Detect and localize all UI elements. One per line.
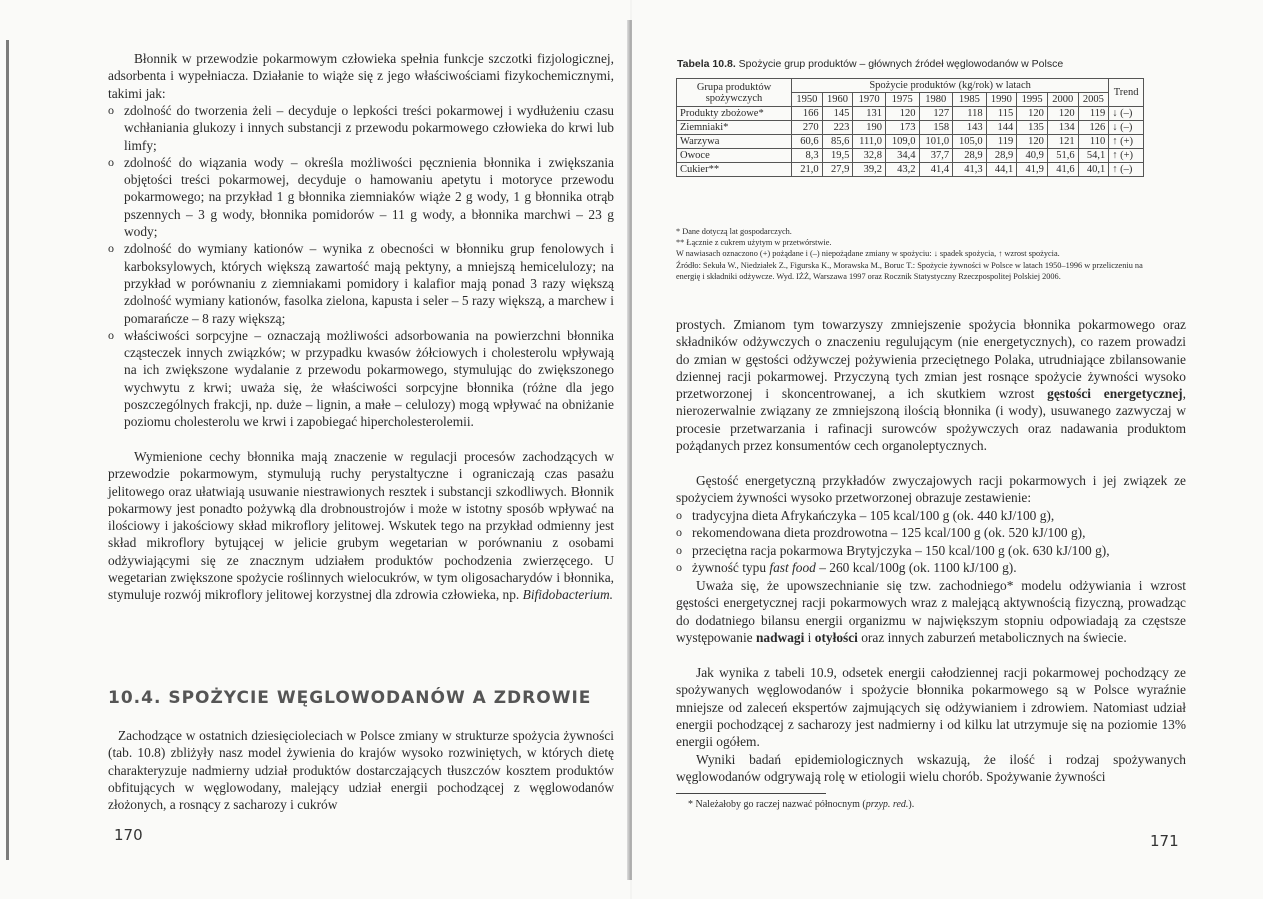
- paragraph-western-model: [676, 577, 1186, 646]
- paragraph-text: i: [804, 629, 815, 645]
- table-cell: 121: [1047, 135, 1078, 149]
- table-header-year: 2005: [1078, 93, 1109, 107]
- footnote: [688, 799, 914, 810]
- table-cell: 40,1: [1078, 163, 1109, 177]
- table-cell: 158: [919, 121, 953, 135]
- table-cell: 126: [1078, 121, 1109, 135]
- table-header-year: 1970: [853, 93, 886, 107]
- table-row: [677, 149, 1144, 163]
- table-cell-product: Cukier**: [677, 163, 792, 177]
- table-cell: 28,9: [953, 149, 987, 163]
- table-cell: 223: [822, 121, 853, 135]
- list-item-text: – 260 kcal/100g (ok. 1100 kJ/100 g).: [815, 559, 1017, 575]
- table-cell-trend: ↑ (+): [1109, 135, 1144, 149]
- table-cell: 28,9: [986, 149, 1017, 163]
- table-cell: 37,7: [919, 149, 953, 163]
- table-cell: 110: [1078, 135, 1109, 149]
- table-cell: 34,4: [886, 149, 920, 163]
- table-cell-trend: ↑ (–): [1109, 163, 1144, 177]
- bold-term: otyłości: [814, 629, 858, 645]
- table-cell-trend: ↓ (–): [1109, 107, 1144, 121]
- paragraph-text: Wymienione cechy błonnika mają znaczenie w regulacji procesów zachodzących w przewodzie pokarmowym, stymulują ruchy perystaltyczne i ograniczają czas pasażu jelitowego oraz ułatwiają usuwanie niestrawionych resztek i substancji szkodliwych. Błonnik pokarmowy jest ponadto pożywką dla drobnoustrojów i może w istotny sposób wpływać na ilościowy i jakościowy skład mikroflory jelitowej. Wskutek tego na przykład odmienny jest skład mikroflory bytującej w jelicie grubym wegetarian w porównaniu z osobami odżywiającymi się ze znacznym udziałem produktów pochodzenia zwierzęcego. U wegetarian zwiększone spożycie roślinnych wielocukrów, w tym oligosacharydów i błonnika, stymuluje rozwój mikroflory jelitowej korzystnej dla zdrowia człowieka, np.: [108, 449, 614, 603]
- table-caption: [677, 58, 1063, 70]
- table-header-group: Grupa produktów spożywczych: [677, 79, 792, 107]
- table-cell: 27,9: [822, 163, 853, 177]
- list-item: o zdolność do wiązania wody – określa możliwości pęcznienia błonnika i zwiększania objętości treści pokarmowej, decyduje o hamowaniu apetytu i motoryce przewodu pokarmowego; na przykład 1 g błonnika ziemniaków wiąże 2 g wody, 1 g błonnika otrąb pszennych – 3 g wody, błonnika pomidorów – 11 g wody, a błonnika marchwi – 23 g wody;: [108, 154, 614, 240]
- table-cell: 40,9: [1017, 149, 1048, 163]
- table-cell: 115: [986, 107, 1017, 121]
- table-row: [677, 163, 1144, 177]
- table-note: ** Łącznie z cukrem użytym w przetwórstwie.: [676, 238, 832, 248]
- footnote-text: ).: [908, 799, 915, 810]
- table-cell: 120: [1047, 107, 1078, 121]
- intro-paragraph: Błonnik w przewodzie pokarmowym człowieka spełnia funkcje szczotki fizjologicznej, adsorbenta i wypełniacza. Działanie to wiąże się z jego właściwościami fizykochemicznymi, takimi jak:: [108, 51, 614, 101]
- table-header-year: 1950: [792, 93, 823, 107]
- table-note: * Dane dotyczą lat gospodarczych.: [676, 227, 792, 236]
- paragraph-nutrition-changes: [676, 316, 1186, 454]
- carbohydrate-sources-table: [676, 78, 1144, 177]
- table-header-year: 1975: [886, 93, 920, 107]
- table-header-year: 1995: [1017, 93, 1048, 107]
- table-row: [677, 135, 1144, 149]
- italic-term: Bifidobacterium.: [522, 587, 614, 603]
- paragraph-section-intro: Zachodzące w ostatnich dziesięcioleciach w Polsce zmiany w strukturze spożycia żywności (tab. 10.8) zbliżyły nasz model żywienia do krajów wysoko rozwiniętych, w których dietę charakteryzuje nadmierny udział produktów dostarczających tłuszczów kosztem produktów obfitujących w węglowodany, malejący udział energii pochodzącej z węglowodanów złożonych, a rosnący z sacharozy i cukrów: [108, 728, 614, 813]
- table-header-year: 1980: [919, 93, 953, 107]
- table-cell: 111,0: [853, 135, 886, 149]
- table-header-year: 1960: [822, 93, 853, 107]
- table-cell-trend: ↓ (–): [1109, 121, 1144, 135]
- table-cell: 41,3: [953, 163, 987, 177]
- table-cell-product: Owoce: [677, 149, 792, 163]
- table-cell: 144: [986, 121, 1017, 135]
- table-cell: 131: [853, 107, 886, 121]
- bold-term: nadwagi: [755, 629, 805, 645]
- table-note-source: Źródło: Sekuła W., Niedziałek Z., Figurska K., Morawska M., Boruc T.: Spożycie żywności w Polsce w latach 1950–1996 w przeliczeniu na energię i składniki odżywcze. Wyd. IŻŻ, Warszawa 1997 oraz Rocznik Statystyczny Rzeczpospolitej Polskiej 2006.: [676, 260, 1143, 281]
- table-cell: 120: [886, 107, 920, 121]
- table-cell: 43,2: [886, 163, 920, 177]
- table-cell: 173: [886, 121, 920, 135]
- list-item: o przeciętna racja pokarmowa Brytyjczyka – 150 kcal/100 g (ok. 630 kJ/100 g),: [676, 542, 1186, 559]
- table-header-trend: Trend: [1109, 79, 1144, 107]
- table-cell-product: Warzywa: [677, 135, 792, 149]
- paragraph-text: , nierozerwalnie związany ze zmniejszoną ilością błonnika (i wody), usuwanego zazwyczaj w procesie przetwarzania i rafinacji surowców spożywczych oraz nadawania produktom pożądanych przez konsumentów cech organoleptycznych.: [676, 386, 1186, 454]
- table-cell: 32,8: [853, 149, 886, 163]
- table-row: [677, 107, 1144, 121]
- footnote-divider: [676, 793, 826, 794]
- footnote-text: * Należałoby go raczej nazwać północnym (: [688, 799, 866, 810]
- table-cell-product: Produkty zbożowe*: [677, 107, 792, 121]
- list-item: o tradycyjna dieta Afrykańczyka – 105 kcal/100 g (ok. 440 kJ/100 g),: [676, 507, 1186, 524]
- page-number: 171: [1150, 832, 1179, 850]
- table-row: [677, 121, 1144, 135]
- table-cell: 120: [1017, 107, 1048, 121]
- table-cell: 105,0: [953, 135, 987, 149]
- list-item: [676, 559, 1186, 576]
- table-notes: [676, 226, 1146, 282]
- bold-term: gęstości energetycznej: [1047, 386, 1183, 402]
- table-header-consumption: Spożycie produktów (kg/rok) w latach: [792, 79, 1109, 93]
- list-item-text: żywność typu: [692, 559, 770, 575]
- table-cell: 119: [1078, 107, 1109, 121]
- table-cell: 41,9: [1017, 163, 1048, 177]
- table-cell: 143: [953, 121, 987, 135]
- table-cell: 60,6: [792, 135, 823, 149]
- table-header-year: 2000: [1047, 93, 1078, 107]
- table-cell: 190: [853, 121, 886, 135]
- paragraph-energy-density: Gęstość energetyczną przykładów zwyczajowych racji pokarmowych i jej związek ze spożyciem żywności wysoko przetworzonej obrazuje zestawienie:: [676, 473, 1186, 506]
- list-item: o zdolność do tworzenia żeli – decyduje o lepkości treści pokarmowej i wydłużeniu czasu wchłaniania glukozy i innych substancji z przewodu pokarmowego człowieka do krwi lub limfy;: [108, 102, 614, 154]
- table-cell: 166: [792, 107, 823, 121]
- table-cell: 135: [1017, 121, 1048, 135]
- list-item: o właściwości sorpcyjne – oznaczają możliwości adsorbowania na powierzchni błonnika cząsteczek innych związków; w przypadku kwasów żółciowych i cholesterolu wpływają na ich zwiększone wydalanie z przewodu pokarmowego, stymulując do zwiększonego wychwytu z krwi; uważa się, że właściwości sorpcyjne błonnika (różne dla jego poszczególnych frakcji, np. duże – lignin, a małe – celulozy) mogą wpływać na obniżanie poziomu cholesterolu we krwi i zapobiegać hipercholesterolemii.: [108, 327, 614, 431]
- table-cell: 19,5: [822, 149, 853, 163]
- table-cell: 41,6: [1047, 163, 1078, 177]
- table-cell: 120: [1017, 135, 1048, 149]
- table-cell: 101,0: [919, 135, 953, 149]
- table-cell-trend: ↑ (+): [1109, 149, 1144, 163]
- paragraph-text: prostych. Zmianom tym towarzyszy zmniejszenie spożycia błonnika pokarmowego oraz składników odżywczych o znaczeniu regulującym (nie energetycznych), co razem prowadzi do zmian w gęstości odżywczej pożywienia przeciętnego Polaka, utrudniające zbilansowanie dziennej racji pokarmowej. Przyczyną tych zmian jest rosnące spożycie żywności wysoko przetworzonej i skoncentrowanej, a ich skutkiem wzrost: [676, 317, 1186, 402]
- scan-edge-mark: [6, 40, 9, 860]
- italic-term: fast food: [769, 559, 816, 575]
- table-cell: 118: [953, 107, 987, 121]
- table-cell-product: Ziemniaki*: [677, 121, 792, 135]
- italic-term: przyp. red.: [865, 799, 909, 810]
- table-cell: 39,2: [853, 163, 886, 177]
- paragraph-table-10-9: Jak wynika z tabeli 10.9, odsetek energii całodziennej racji pokarmowej pochodzący ze spożywanych węglowodanów i spożycie błonnika pokarmowego są w Polsce wyraźnie mniejsze od zaleceń ekspertów zajmujących się odżywianiem i zdrowiem. Natomiast udział energii pochodzącej z sacharozy jest nadmierny i od kilku lat utrzymuje się na poziomie 13% energii ogółem.: [676, 665, 1186, 750]
- table-cell: 85,6: [822, 135, 853, 149]
- table-header-year: 1985: [953, 93, 987, 107]
- paragraph-fiber-effects: [108, 448, 614, 604]
- list-item: o zdolność do wymiany kationów – wynika z obecności w błonniku grup fenolowych i karboksylowych, których większą zawartość mają pektyny, a mniejszą hemicelulozy; na przykład w porównaniu z ziemniakami pomidory i kalafior mają ponad 3 razy większą zdolność wymiany kationów, fasolka zielona, kapusta i seler – 5 razy większą, a marchew i pomarańcze – 8 razy większą;: [108, 240, 614, 326]
- table-cell: 51,6: [1047, 149, 1078, 163]
- table-header-year: 1990: [986, 93, 1017, 107]
- paragraph-epidemiology: Wyniki badań epidemiologicznych wskazują, że ilość i rodzaj spożywanych węglowodanów odgrywają rolę w etiologii wielu chorób. Spożywanie żywności: [676, 752, 1186, 785]
- page-number: 170: [114, 826, 143, 844]
- table-cell: 127: [919, 107, 953, 121]
- properties-list: [108, 102, 614, 431]
- table-cell: 44,1: [986, 163, 1017, 177]
- left-page: [0, 0, 630, 899]
- paragraph-text: oraz innych zaburzeń metabolicznych na świecie.: [857, 629, 1127, 645]
- table-cell: 54,1: [1078, 149, 1109, 163]
- table-caption-label: Tabela 10.8.: [677, 58, 736, 70]
- table-cell: 134: [1047, 121, 1078, 135]
- table-cell: 145: [822, 107, 853, 121]
- table-cell: 41,4: [919, 163, 953, 177]
- energy-density-list: [676, 507, 1186, 576]
- paragraph-text: Uważa się, że upowszechnianie się tzw. zachodniego* modelu odżywiania i wzrost gęstości energetycznej racji pokarmowych wraz z malejącą aktywnością fizyczną, prowadząc do dodatniego bilansu energii organizmu w największym stopniu odpowiadają za częstsze występowanie: [676, 578, 1186, 645]
- table-caption-text: Spożycie grup produktów – głównych źródeł węglowodanów w Polsce: [735, 58, 1064, 70]
- table-cell: 109,0: [886, 135, 920, 149]
- table-cell: 8,3: [792, 149, 823, 163]
- section-heading: 10.4. SPOŻYCIE WĘGLOWODANÓW A ZDROWIE: [108, 688, 592, 708]
- table-cell: 119: [986, 135, 1017, 149]
- list-item: o rekomendowana dieta prozdrowotna – 125 kcal/100 g (ok. 520 kJ/100 g),: [676, 524, 1186, 541]
- right-page: [632, 0, 1263, 899]
- table-cell: 21,0: [792, 163, 823, 177]
- table-cell: 270: [792, 121, 823, 135]
- table-note: W nawiasach oznaczono (+) pożądane i (–) niepożądane zmiany w spożyciu: ↓ spadek spożycia, ↑ wzrost spożycia.: [676, 249, 1060, 259]
